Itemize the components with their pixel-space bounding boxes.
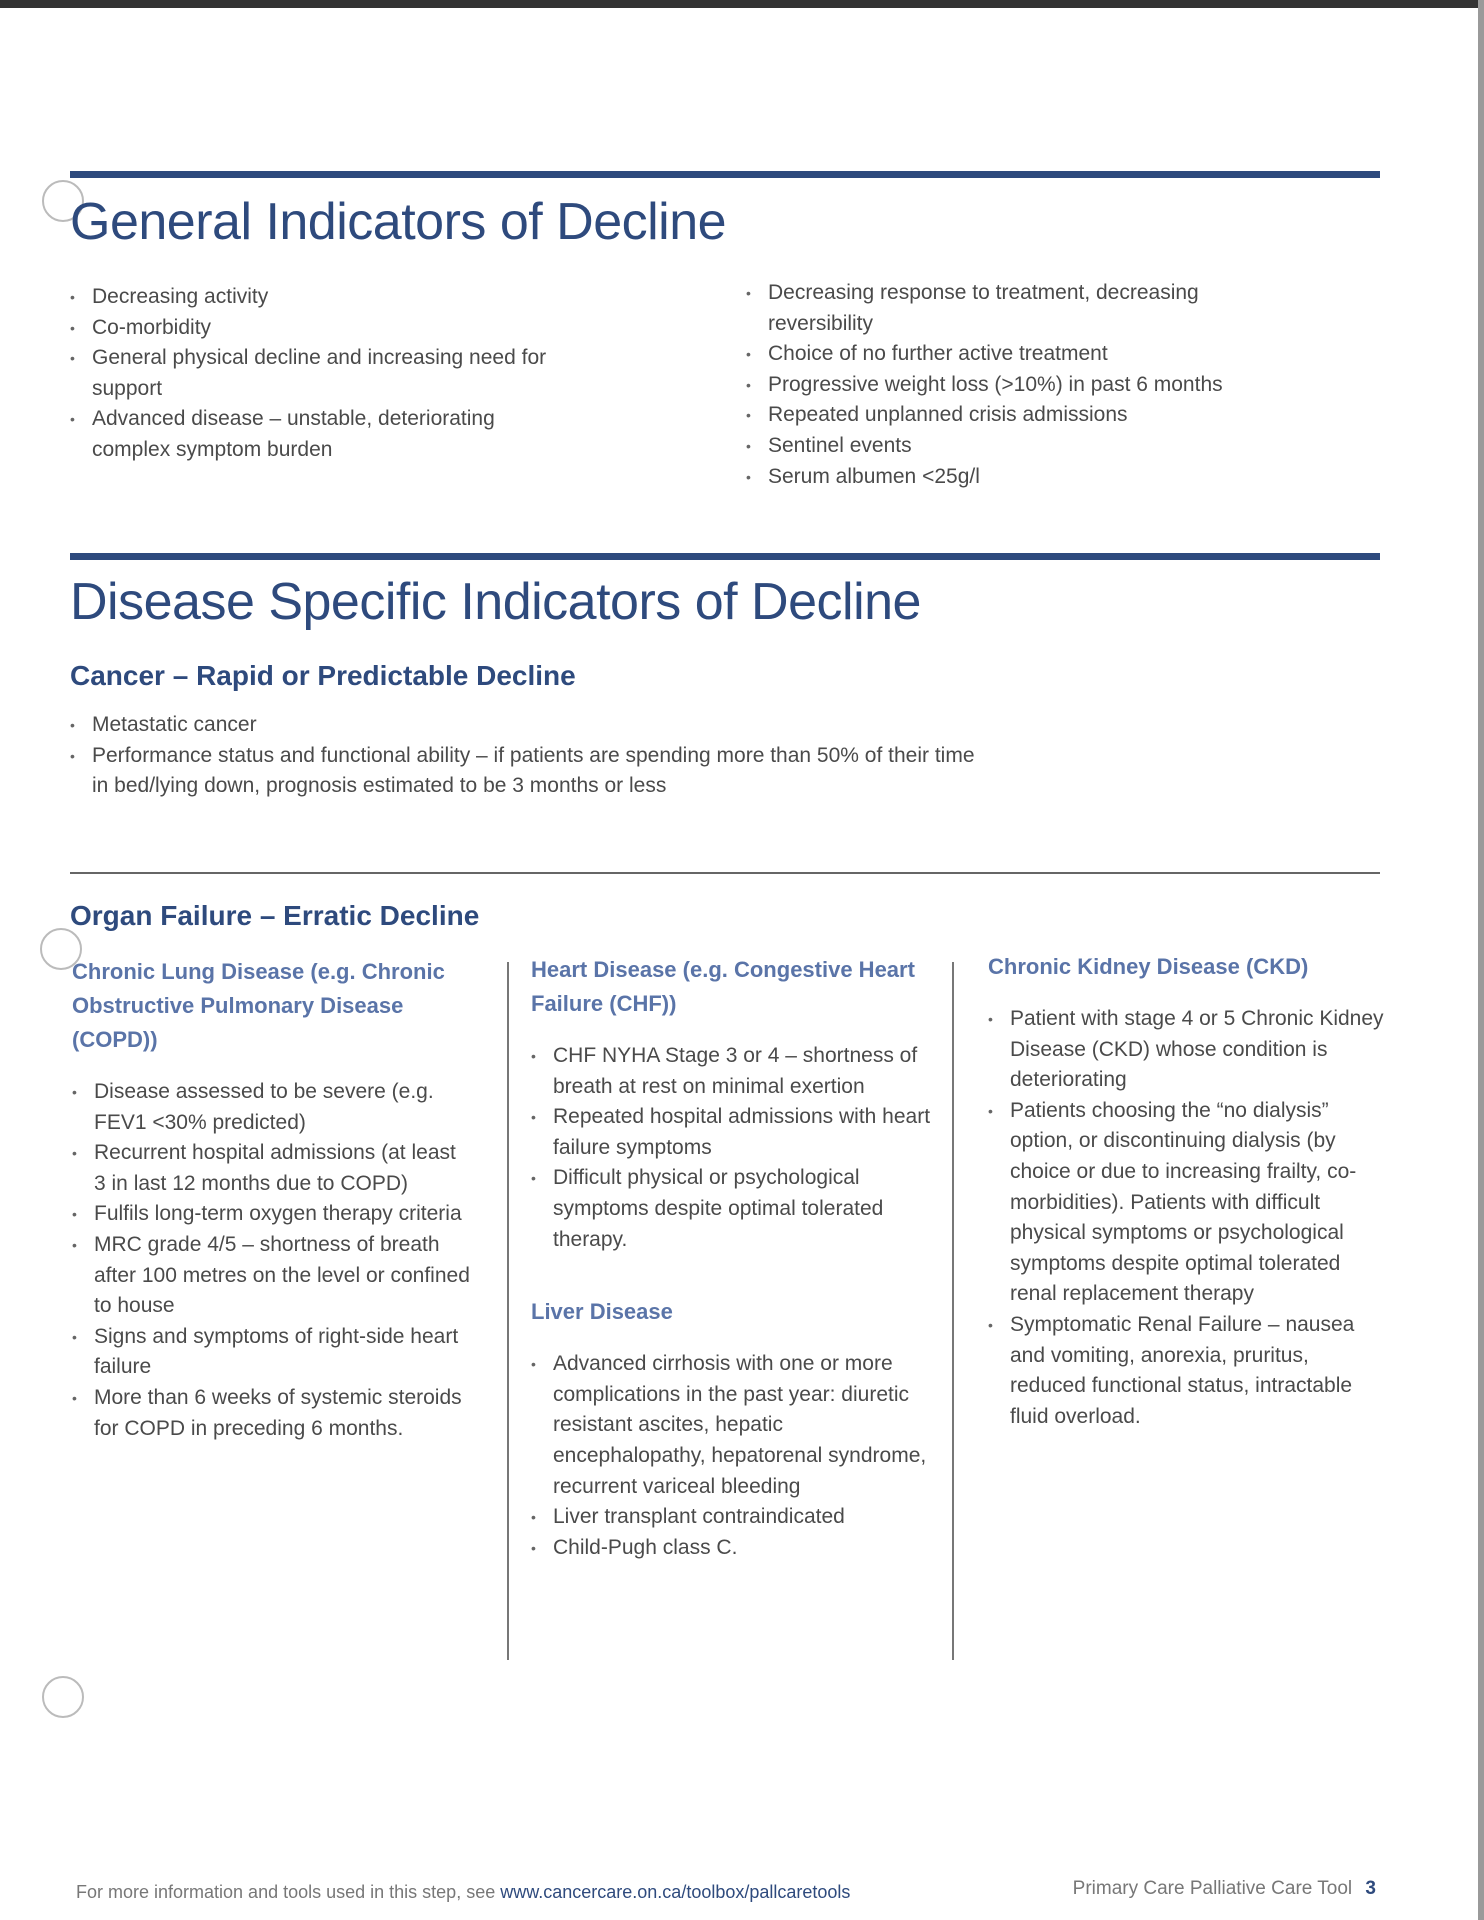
footer-text: For more information and tools used in this step, see bbox=[76, 1882, 496, 1902]
column-divider-2 bbox=[952, 962, 954, 1660]
section-rule-disease-specific bbox=[70, 553, 1380, 560]
list-item: • Disease assessed to be severe (e.g. FEV1 <30% predicted) bbox=[72, 1077, 472, 1138]
general-left-column bbox=[70, 282, 550, 466]
list-item: • Patient with stage 4 or 5 Chronic Kidney Disease (CKD) whose condition is deteriorating bbox=[988, 1004, 1388, 1096]
organ-failure-divider bbox=[70, 872, 1380, 874]
punch-hole-bottom bbox=[42, 1676, 84, 1718]
general-right-list bbox=[746, 278, 1306, 492]
list-item: • Signs and symptoms of right-side heart failure bbox=[72, 1322, 472, 1383]
list-item: • Decreasing activity bbox=[70, 282, 550, 313]
liver-heading: Liver Disease bbox=[531, 1299, 673, 1325]
scan-edge-top bbox=[0, 0, 1484, 8]
kidney-list bbox=[988, 1004, 1388, 1432]
general-indicators-title: General Indicators of Decline bbox=[70, 193, 727, 251]
kidney-column bbox=[988, 950, 1388, 1432]
column-divider-1 bbox=[507, 962, 509, 1660]
list-item: • Progressive weight loss (>10%) in past 6 months bbox=[746, 370, 1306, 401]
list-item: • Recurrent hospital admissions (at least 3 in last 12 months due to COPD) bbox=[72, 1138, 472, 1199]
list-item: • Metastatic cancer bbox=[70, 710, 990, 741]
scan-edge-right bbox=[1478, 0, 1484, 1920]
heart-liver-column bbox=[531, 953, 941, 1563]
list-item: • Choice of no further active treatment bbox=[746, 339, 1306, 370]
disease-specific-title: Disease Specific Indicators of Decline bbox=[70, 573, 921, 631]
cancer-heading: Cancer – Rapid or Predictable Decline bbox=[70, 660, 576, 691]
list-item: • Symptomatic Renal Failure – nausea and vomiting, anorexia, pruritus, reduced functional status, intractable fluid overload. bbox=[988, 1310, 1388, 1432]
list-item: • Serum albumen <25g/l bbox=[746, 462, 1306, 493]
list-item: • General physical decline and increasing need for support bbox=[70, 343, 550, 404]
list-item: • Child-Pugh class C. bbox=[531, 1533, 941, 1564]
list-item: • Fulfils long-term oxygen therapy criteria bbox=[72, 1199, 472, 1230]
general-right-column bbox=[746, 278, 1306, 492]
footer-tool-name: Primary Care Palliative Care Tool bbox=[1072, 1878, 1353, 1899]
list-item: • Repeated unplanned crisis admissions bbox=[746, 400, 1306, 431]
list-item: • More than 6 weeks of systemic steroids for COPD in preceding 6 months. bbox=[72, 1383, 472, 1444]
section-rule-general bbox=[70, 171, 1380, 178]
list-item: • Co-morbidity bbox=[70, 313, 550, 344]
list-item: • MRC grade 4/5 – shortness of breath after 100 metres on the level or confined to house bbox=[72, 1230, 472, 1322]
lung-heading: Chronic Lung Disease (e.g. Chronic Obstructive Pulmonary Disease (COPD)) bbox=[72, 959, 445, 1052]
kidney-heading: Chronic Kidney Disease (CKD) bbox=[988, 954, 1309, 979]
footer-url-link[interactable]: www.cancercare.on.ca/toolbox/pallcaretools bbox=[500, 1882, 851, 1902]
footer-tool-label bbox=[1073, 1878, 1376, 1900]
cancer-column bbox=[70, 710, 990, 802]
list-item: • Liver transplant contraindicated bbox=[531, 1502, 941, 1533]
heart-heading: Heart Disease (e.g. Congestive Heart Failure (CHF)) bbox=[531, 957, 915, 1016]
footer-info bbox=[76, 1882, 850, 1903]
list-item: • Advanced cirrhosis with one or more complications in the past year: diuretic resistant ascites, hepatic encephalopathy, hepatorenal syndrome, recurrent variceal bleeding bbox=[531, 1349, 941, 1502]
cancer-list bbox=[70, 710, 990, 802]
organ-failure-heading: Organ Failure – Erratic Decline bbox=[70, 900, 480, 931]
list-item: • Repeated hospital admissions with heart failure symptoms bbox=[531, 1102, 941, 1163]
list-item: • Difficult physical or psychological symptoms despite optimal tolerated therapy. bbox=[531, 1163, 941, 1255]
general-left-list bbox=[70, 282, 550, 466]
lung-list bbox=[72, 1077, 472, 1444]
page-number: 3 bbox=[1365, 1878, 1376, 1899]
lung-column bbox=[72, 955, 472, 1444]
list-item: • CHF NYHA Stage 3 or 4 – shortness of breath at rest on minimal exertion bbox=[531, 1041, 941, 1102]
list-item: • Performance status and functional ability – if patients are spending more than 50% of their time in bed/lying down, prognosis estimated to be 3 months or less bbox=[70, 741, 990, 802]
list-item: • Advanced disease – unstable, deteriorating complex symptom burden bbox=[70, 404, 550, 465]
list-item: • Patients choosing the “no dialysis” option, or discontinuing dialysis (by choice or due to increasing frailty, co-morbidities). Patients with difficult physical symptoms or psychological symptoms despite optimal tolerated renal replacement therapy bbox=[988, 1096, 1388, 1310]
list-item: • Sentinel events bbox=[746, 431, 1306, 462]
list-item: • Decreasing response to treatment, decreasing reversibility bbox=[746, 278, 1306, 339]
heart-list bbox=[531, 1041, 941, 1255]
liver-list bbox=[531, 1349, 941, 1563]
